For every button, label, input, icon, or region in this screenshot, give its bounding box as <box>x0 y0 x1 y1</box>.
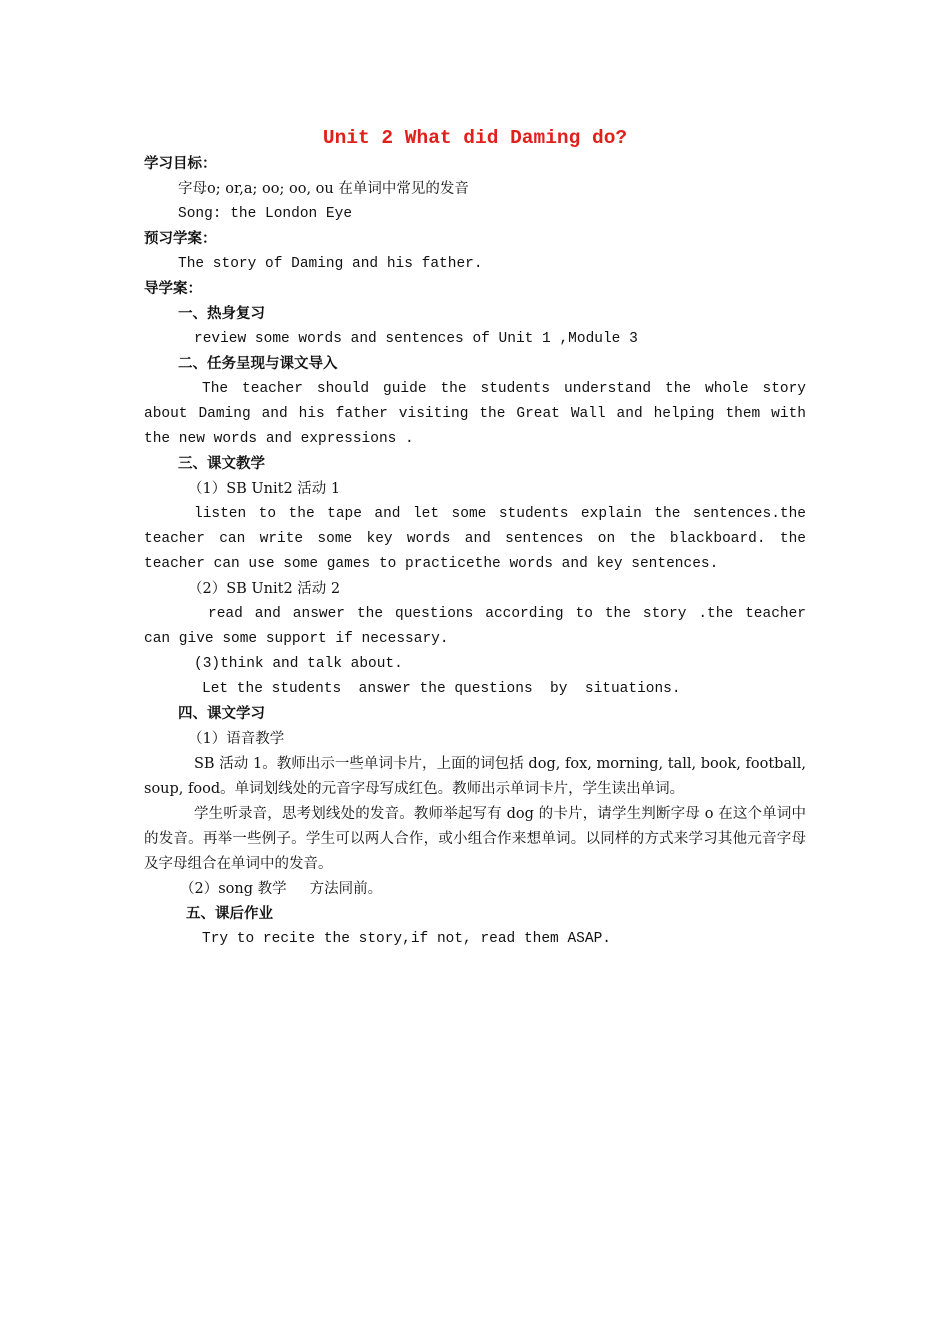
guide-heading: 导学案： <box>144 281 202 297</box>
document-page <box>144 124 806 952</box>
homework-text: Try to recite the story,if not, read them ASAP. <box>202 931 611 947</box>
phonics-text-1: SB 活动 1。教师出示一些单词卡片，上面的词包括 dog, fox, morning, tall, book, football, soup, food。单词划线处的元音字母写成红色。教师出示单词卡片，学生读出单词。 <box>144 756 806 797</box>
activity-label-2: （2）SB Unit2 活动 2 <box>188 581 341 597</box>
activity-text-1: listen to the tape and let some students explain the sentences.the teacher can write some key words and sentences on the blackboard. the teacher can use some games to practicethe words and key sentences. <box>144 506 806 572</box>
activity-text-2: read and answer the questions according to the story .the teacher can give some support if necessary. <box>144 606 806 647</box>
section-text-intro: The teacher should guide the students understand the whole story about Daming and his father visiting the Great Wall and helping them with the new words and expressions . <box>144 381 806 447</box>
section-heading-intro: 二、任务呈现与课文导入 <box>178 356 338 372</box>
page-title: Unit 2 What did Daming do? <box>322 127 628 149</box>
objective-item: 字母o; or,a; oo; oo, ou 在单词中常见的发音 <box>178 181 469 197</box>
section-text-warmup: review some words and sentences of Unit 1 ,Module 3 <box>194 331 638 347</box>
activity-text-3: Let the students answer the questions by situations. <box>202 681 681 697</box>
phonics-label: （1）语音教学 <box>188 731 285 747</box>
objectives-heading: 学习目标： <box>144 156 217 172</box>
activity-label-3: (3)think and talk about. <box>194 656 403 672</box>
preview-heading: 预习学案： <box>144 231 217 247</box>
phonics-text-2: 学生听录音，思考划线处的发音。教师举起写有 dog 的卡片，请学生判断字母 o 在这个单词中的发音。再举一些例子。学生可以两人合作，或小组合作来想单词。以同样的方式来学习其他元音字母及字母组合在单词中的发音。 <box>144 806 806 872</box>
section-heading-warmup: 一、热身复习 <box>178 306 265 322</box>
section-heading-study: 四、课文学习 <box>178 706 265 722</box>
song-label: （2）song 教学 方法同前。 <box>180 881 383 897</box>
section-heading-teaching: 三、课文教学 <box>178 456 265 472</box>
preview-text: The story of Daming and his father. <box>178 256 483 272</box>
objective-item: Song: the London Eye <box>178 206 353 222</box>
section-heading-homework: 五、课后作业 <box>186 906 273 922</box>
activity-label-1: （1）SB Unit2 活动 1 <box>188 481 341 497</box>
